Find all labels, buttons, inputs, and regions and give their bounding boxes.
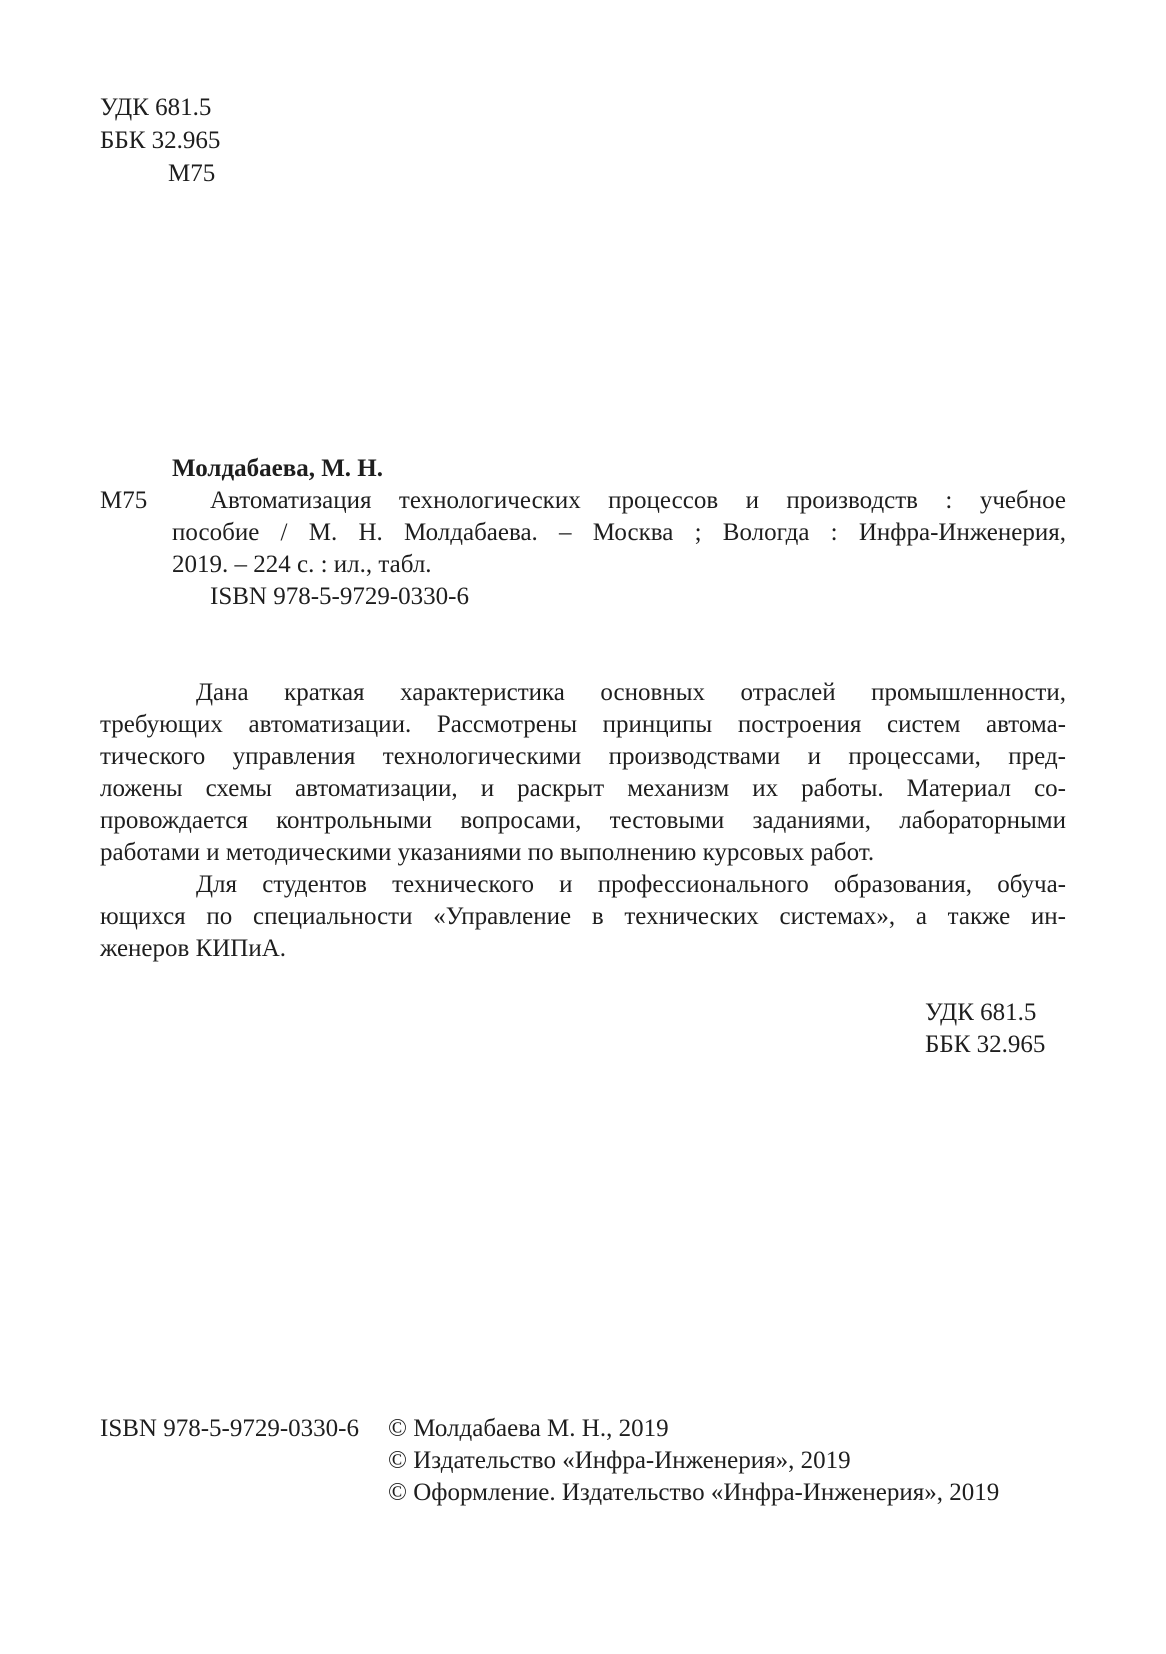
catalog-description-line-2: пособие / М. Н. Молдабаева. – Москва ; Вологда : Инфра-Инженерия, — [172, 519, 1066, 546]
annotation-line-6: работами и методическими указаниями по выполнению курсовых работ. — [100, 839, 875, 866]
annotation-line-4: ложены схемы автоматизации, и раскрыт механизм их работы. Материал со- — [100, 775, 1066, 802]
annotation-line-5: провождается контрольными вопросами, тестовыми заданиями, лабораторными — [100, 807, 1066, 834]
annotation-line-7: Для студентов технического и профессионального образования, обуча- — [196, 871, 1066, 898]
annotation-line-3: тического управления технологическими производствами и процессами, пред- — [100, 743, 1066, 770]
catalog-author-mark: М75 — [100, 487, 148, 514]
catalog-isbn: ISBN 978-5-9729-0330-6 — [210, 583, 470, 610]
top-udk: УДК 681.5 — [100, 94, 212, 121]
annotation-line-2: требующих автоматизации. Рассмотрены принципы построения систем автома- — [100, 711, 1066, 738]
catalog-description-line-1: Автоматизация технологических процессов и производств : учебное — [210, 487, 1066, 514]
top-author-mark: М75 — [168, 160, 216, 187]
catalog-author: Молдабаева, М. Н. — [172, 455, 383, 482]
annotation-line-8: ющихся по специальности «Управление в технических системах», а также ин- — [100, 903, 1066, 930]
copyright-line-3: © Оформление. Издательство «Инфра-Инженерия», 2019 — [388, 1479, 1000, 1506]
annotation-line-1: Дана краткая характеристика основных отраслей промышленности, — [196, 679, 1066, 706]
copyright-line-1: © Молдабаева М. Н., 2019 — [388, 1415, 669, 1442]
annotation-line-9: женеров КИПиА. — [100, 935, 287, 962]
bottom-bbk: ББК 32.965 — [925, 1031, 1046, 1058]
bottom-udk: УДК 681.5 — [925, 999, 1037, 1026]
copyright-line-2: © Издательство «Инфра-Инженерия», 2019 — [388, 1447, 851, 1474]
copyright-isbn: ISBN 978-5-9729-0330-6 — [100, 1415, 360, 1442]
catalog-description-line-3: 2019. – 224 с. : ил., табл. — [172, 551, 432, 578]
top-bbk: ББК 32.965 — [100, 127, 221, 154]
